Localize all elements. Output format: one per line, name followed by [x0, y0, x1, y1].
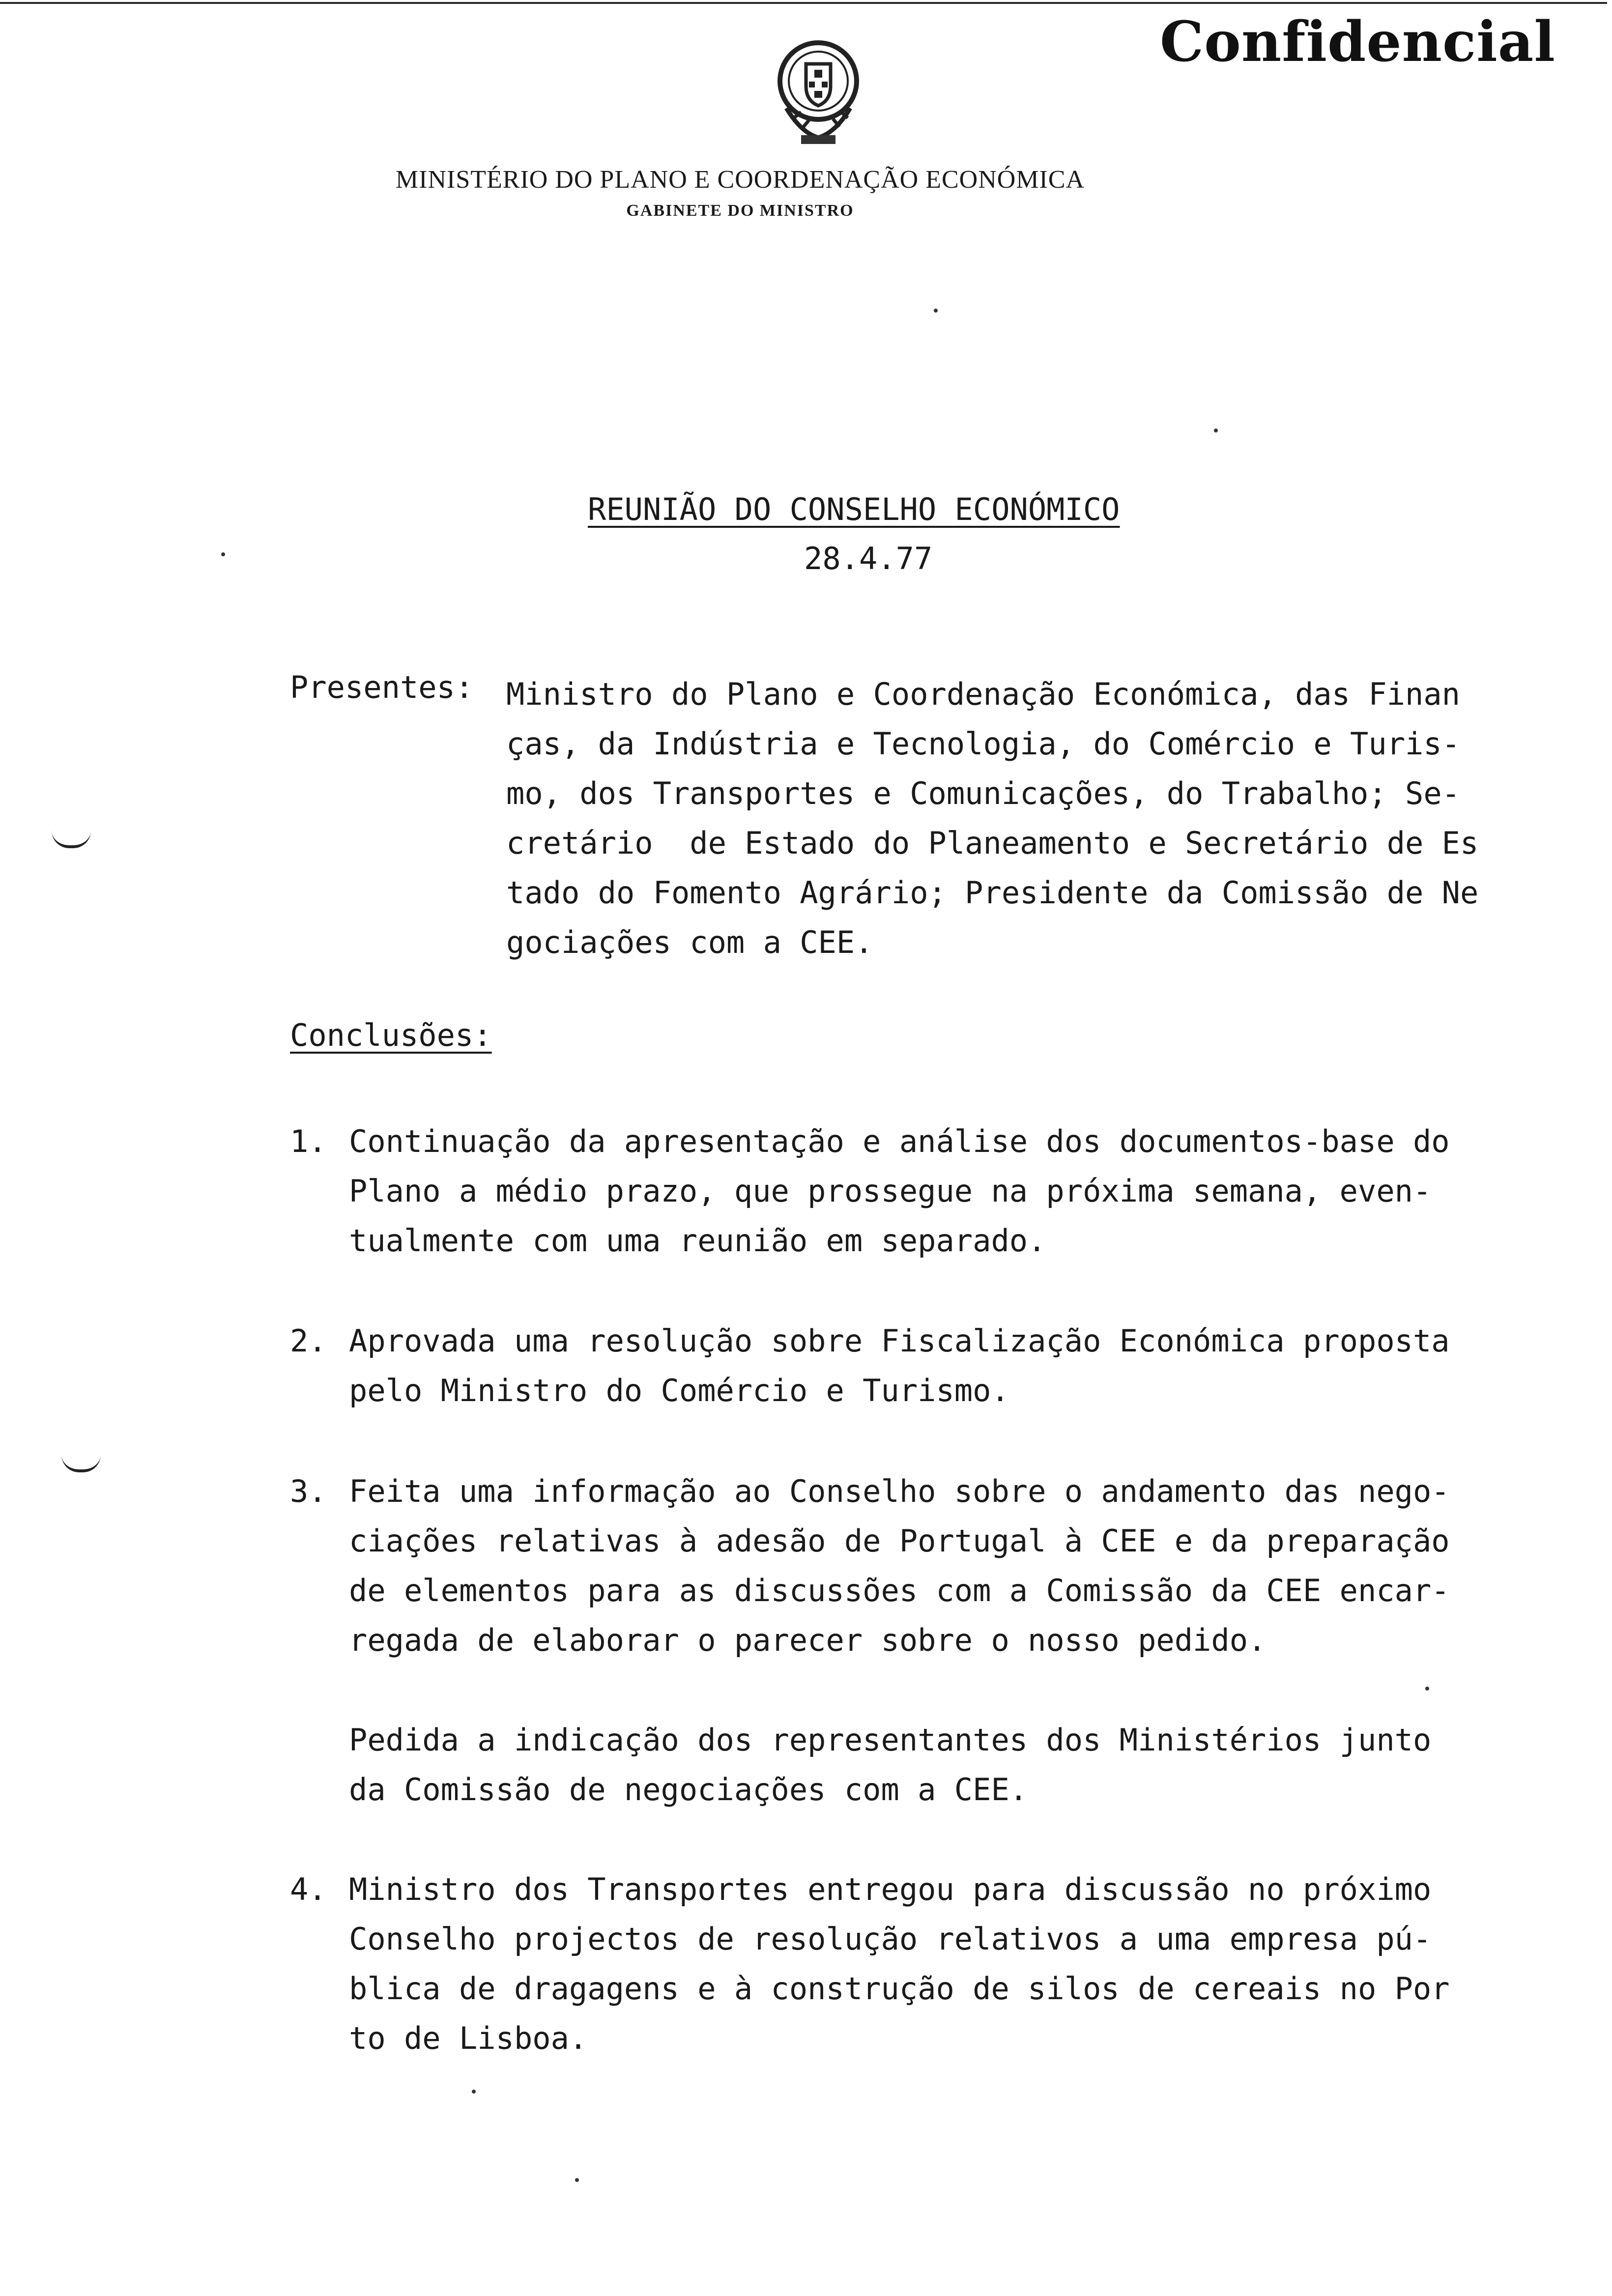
item-line: de elementos para as discussões com a Comissão da CEE encar- — [349, 1573, 1450, 1608]
scan-speck — [472, 2090, 476, 2094]
item-text — [349, 1715, 1597, 1814]
item-line: Feita uma informação ao Conselho sobre o andamento das nego- — [349, 1473, 1450, 1509]
item-line: Ministro dos Transportes entregou para discussão no próximo — [349, 1871, 1432, 1907]
item-line: pelo Ministro do Comércio e Turismo. — [349, 1373, 1009, 1408]
ministry-name: MINISTÉRIO DO PLANO E COORDENAÇÃO ECONÓMICA — [395, 166, 1085, 194]
item-line: Continuação da apresentação e análise dos documentos-base do — [349, 1123, 1450, 1159]
presentes-line: mo, dos Transportes e Comunicações, do Trabalho; Se- — [506, 775, 1461, 811]
item-line: blica de dragagens e à construção de silos de cereais no Por — [349, 1971, 1450, 2007]
scan-speck — [1214, 429, 1218, 432]
coat-of-arms-icon — [767, 34, 870, 147]
item-line: tualmente com uma reunião em separado. — [349, 1223, 1046, 1259]
item-text — [349, 1466, 1597, 1665]
punch-hole-mark — [61, 1455, 101, 1472]
meeting-date: 28.4.77 — [804, 541, 933, 576]
top-border-line — [0, 2, 1607, 4]
confidential-stamp: Confidencial — [1160, 10, 1555, 74]
item-text — [349, 1316, 1597, 1415]
item-line: Pedida a indicação dos representantes dos Ministérios junto — [349, 1722, 1432, 1758]
presentes-line: gociações com a CEE. — [506, 924, 873, 960]
item-line: Aprovada uma resolução sobre Fiscalização Económica proposta — [349, 1323, 1450, 1359]
presentes-label: Presentes: — [290, 669, 474, 705]
item-line: ciações relativas à adesão de Portugal à CEE e da preparação — [349, 1523, 1450, 1559]
item-number: 3. — [290, 1473, 327, 1509]
meeting-title: REUNIÃO DO CONSELHO ECONÓMICO — [588, 491, 1120, 527]
item-line: to de Lisboa. — [349, 2020, 588, 2056]
conclusoes-label: Conclusões: — [290, 1017, 492, 1053]
item-line: Conselho projectos de resolução relativos a uma empresa pú- — [349, 1921, 1432, 1957]
item-line: regada de elaborar o parecer sobre o nosso pedido. — [349, 1622, 1267, 1658]
scan-speck — [575, 2178, 579, 2182]
presentes-line: ças, da Indústria e Tecnologia, do Comércio e Turis- — [506, 726, 1461, 762]
item-line: Plano a médio prazo, que prossegue na próxima semana, even- — [349, 1173, 1432, 1209]
item-text — [349, 1865, 1597, 2063]
presentes-line: cretário de Estado do Planeamento e Secretário de Es — [506, 825, 1479, 861]
presentes-text — [506, 669, 1558, 967]
scan-speck — [221, 552, 225, 556]
presentes-line: Ministro do Plano e Coordenação Económica, das Finan — [506, 676, 1461, 712]
cabinet-name: GABINETE DO MINISTRO — [626, 201, 854, 220]
punch-hole-mark — [52, 831, 91, 848]
item-text — [349, 1117, 1597, 1265]
scan-speck — [934, 309, 938, 313]
presentes-line: tado do Fomento Agrário; Presidente da Comissão de Ne — [506, 875, 1479, 911]
item-number: 1. — [290, 1123, 327, 1159]
item-number: 2. — [290, 1323, 327, 1359]
item-number: 4. — [290, 1871, 327, 1907]
item-line: da Comissão de negociações com a CEE. — [349, 1772, 1028, 1808]
scan-speck — [1425, 1687, 1429, 1691]
